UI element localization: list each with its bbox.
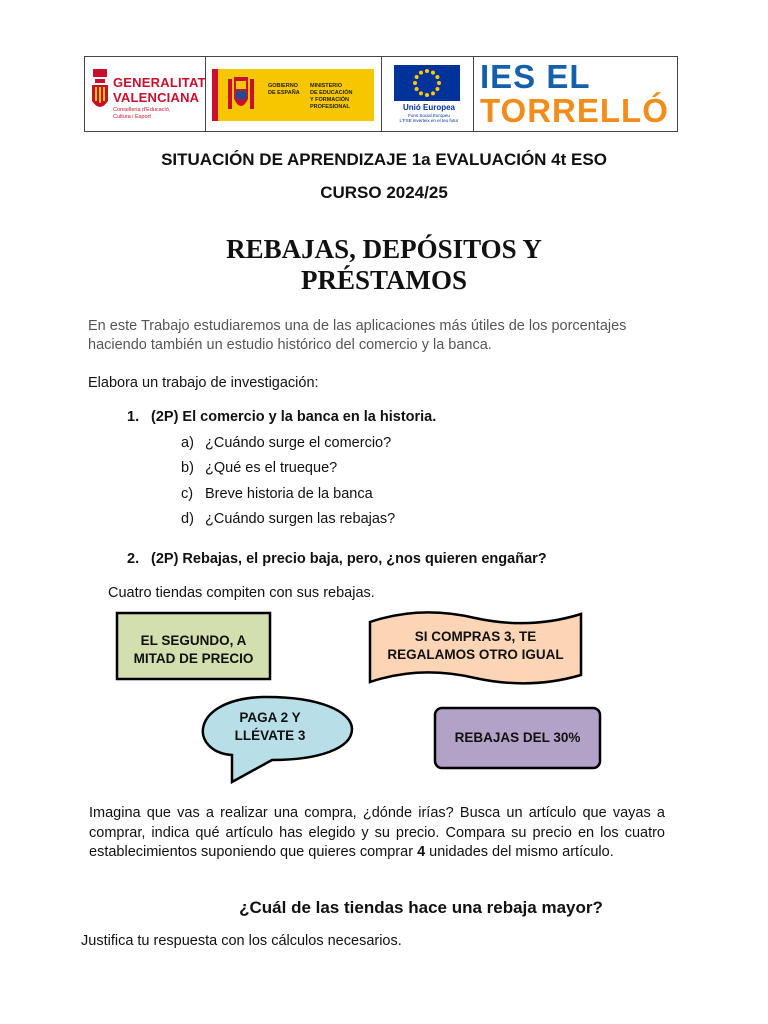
list-item-letter: b) [181,460,194,476]
task-text-after: unidades del mismo artículo. [425,844,614,860]
generalitat-name-line2: VALENCIANA [113,90,200,105]
offer1-line1: EL SEGUNDO, A [140,633,247,648]
offer2-line2: REGALAMOS OTRO IGUAL [387,647,564,662]
list-item-text: Breve historia de la banca [205,486,373,502]
gobierno-line2: DE ESPAÑA [268,90,300,96]
generalitat-sub-line1: Conselleria d'Educació, [113,107,171,113]
offer3-line1: PAGA 2 Y [239,710,301,725]
offer1-line2: MITAD DE PRECIO [133,651,254,666]
ministerio-line2: DE EDUCACIÓN [310,90,353,96]
offer2-line1: SI COMPRAS 3, TE [414,629,537,644]
task-paragraph [89,804,665,863]
ies-logo-line1: IES EL [480,58,591,95]
header-line2: CURSO 2024/25 [320,183,448,202]
instruction: Elabora un trabajo de investigación: [88,375,319,391]
list-item-text: ¿Cuándo surgen las rebajas? [205,511,396,527]
question-2-number: 2. [127,551,140,567]
intro-line2: haciendo también un estudio histórico del comercio y la banca. [88,337,492,353]
ue-sub-line2: L'FSE inverteix en el teu futur [399,118,459,123]
title-line1: REBAJAS, DEPÓSITOS Y [226,234,542,264]
offer3-line2: LLÉVATE 3 [234,728,306,743]
task-text-before: Imagina que vas a realizar una compra, ¿dónde irías? Busca un artículo que vayas a comprar, indica qué artículo has elegido y su precio. Compara su precio en los cuatro establecimientos suponiendo que quieres comprar [89,805,665,860]
generalitat-sub-line2: Cultura i Esport [113,114,151,120]
intro-line1: En este Trabajo estudiaremos una de las aplicaciones más útiles de los porcentajes [88,318,627,334]
big-question: ¿Cuál de las tiendas hace una rebaja mayor? [239,898,603,917]
header-line1: SITUACIÓN DE APRENDIZAJE 1a EVALUACIÓN 4t ESO [161,150,607,169]
ministerio-line3: Y FORMACIÓN PROFESIONAL [310,97,350,110]
task-bold-number: 4 [417,844,426,860]
ue-sub-line1: Fons Social Europeu [408,113,450,118]
offer4-text [435,729,600,747]
list-item-text: ¿Qué es el trueque? [205,460,338,476]
list-item-letter: a) [181,435,194,451]
list-item-letter: d) [181,511,194,527]
question-2-text: (2P) Rebajas, el precio baja, pero, ¿nos quieren engañar? [151,551,547,567]
ies-logo-line2: TORRELLÓ [480,92,669,129]
justify-note: Justifica tu respuesta con los cálculos necesarios. [81,933,402,949]
offer1-text [117,632,270,668]
gobierno-line1: GOBIERNO [268,83,298,89]
question-1-text: (2P) El comercio y la banca en la historia. [151,409,437,425]
offer3-text [205,709,335,745]
list-item-letter: c) [181,486,194,502]
ue-name: Unió Europea [402,103,455,112]
offer2-text [370,628,581,664]
offer4-line1: REBAJAS DEL 30% [454,730,581,745]
title-line2: PRÉSTAMOS [300,265,468,295]
ministerio-line1: MINISTERIO [310,83,343,89]
list-item-text: ¿Cuándo surge el comercio? [205,435,392,451]
stores-intro: Cuatro tiendas compiten con sus rebajas. [108,585,375,601]
question-1-number: 1. [127,409,140,425]
generalitat-name-line1: GENERALITAT [113,75,206,90]
